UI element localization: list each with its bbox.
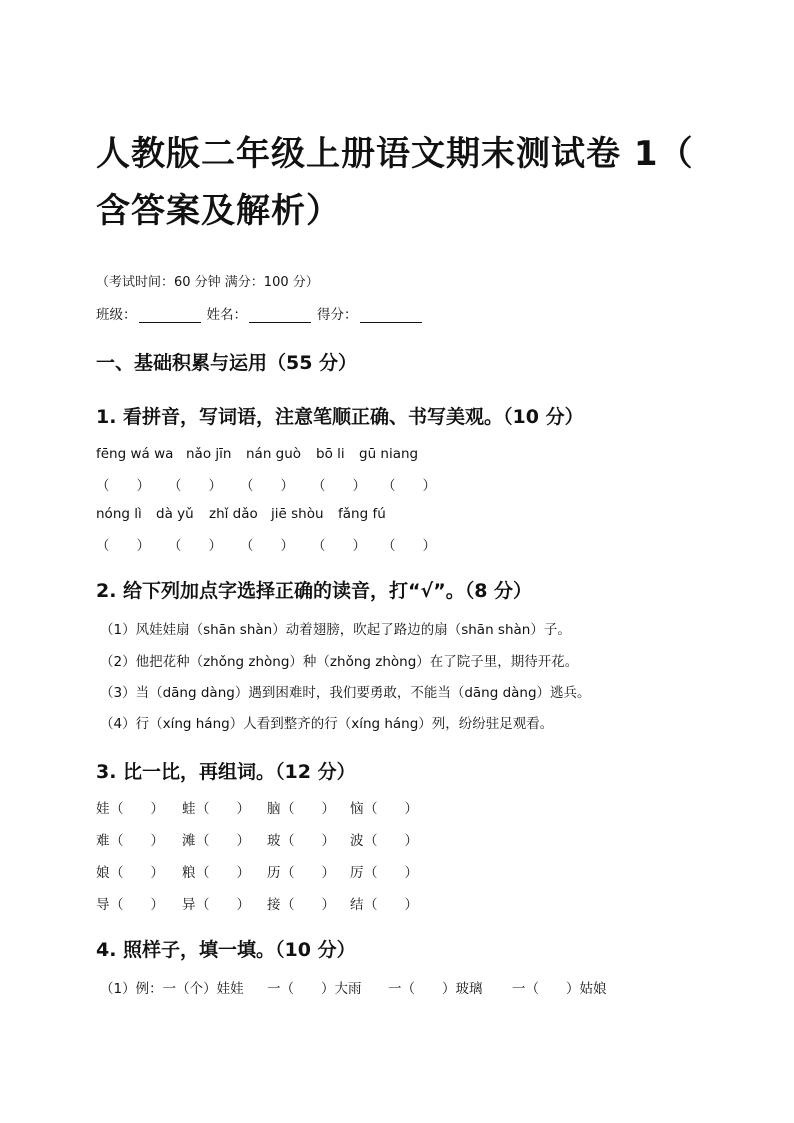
question-2-item: （3）当（dāng dàng）遇到困难时，我们要勇敢，不能当（dāng dàng）逃兵。 — [100, 685, 591, 701]
word-bracket[interactable]: （ ） — [196, 865, 250, 881]
word-bracket[interactable]: （ ） — [364, 801, 418, 817]
answer-bracket[interactable]: （ ） — [96, 478, 150, 494]
page-title: 人教版二年级上册语文期末测试卷 1（ — [96, 134, 694, 174]
question-2-item: （2）他把花种（zhǒng zhòng）种（zhǒng zhòng）在了院子里，期待开花。 — [100, 654, 579, 670]
answer-bracket[interactable]: （ ） — [240, 538, 294, 554]
question-2-heading: 2. 给下列加点字选择正确的读音，打“√”。（8 分） — [96, 580, 533, 602]
score-blank[interactable] — [360, 308, 422, 323]
compare-char: 波 — [350, 833, 364, 849]
answer-bracket[interactable]: （ ） — [312, 538, 366, 554]
answer-bracket[interactable]: （ ） — [312, 478, 366, 494]
pinyin-item: dà yǔ — [156, 506, 194, 522]
word-bracket[interactable]: （ ） — [196, 801, 250, 817]
pinyin-item: nán guò — [246, 446, 302, 462]
word-bracket[interactable]: （ ） — [196, 897, 250, 913]
word-bracket[interactable]: （ ） — [281, 865, 335, 881]
compare-char: 恼 — [350, 801, 364, 817]
word-bracket[interactable]: （ ） — [110, 833, 164, 849]
class-blank[interactable] — [139, 308, 201, 323]
compare-char: 脑 — [267, 801, 281, 817]
compare-char: 滩 — [182, 833, 196, 849]
pinyin-item: jiē shòu — [271, 506, 324, 522]
name-label: 姓名： — [206, 307, 247, 323]
word-bracket[interactable]: （ ） — [281, 897, 335, 913]
answer-bracket[interactable]: （ ） — [168, 538, 222, 554]
compare-char: 娘 — [96, 865, 110, 881]
pinyin-item: nǎo jīn — [186, 446, 232, 462]
answer-bracket[interactable]: （ ） — [96, 538, 150, 554]
section-heading: 一、基础积累与运用（55 分） — [96, 352, 358, 374]
pinyin-item: nóng lì — [96, 506, 142, 522]
pinyin-item: fēng wá wa — [96, 446, 174, 462]
exam-info: （考试时间：60 分钟 满分：100 分） — [96, 275, 319, 290]
name-blank[interactable] — [249, 308, 311, 323]
score-label: 得分： — [317, 307, 358, 323]
compare-char: 厉 — [350, 865, 364, 881]
compare-char: 难 — [96, 833, 110, 849]
compare-char: 玻 — [267, 833, 281, 849]
pinyin-item: zhǐ dǎo — [209, 506, 258, 522]
answer-bracket[interactable]: （ ） — [382, 478, 436, 494]
answer-bracket[interactable]: （ ） — [240, 478, 294, 494]
word-bracket[interactable]: （ ） — [110, 801, 164, 817]
word-bracket[interactable]: （ ） — [364, 833, 418, 849]
measure-word-blank[interactable]: 一（ ）玻璃 — [388, 981, 483, 997]
page-title-continued: 含答案及解析） — [96, 191, 341, 231]
answer-bracket[interactable]: （ ） — [382, 538, 436, 554]
measure-word-blank[interactable]: 一（ ）大雨 — [267, 981, 362, 997]
question-3-heading: 3. 比一比，再组词。（12 分） — [96, 761, 356, 783]
pinyin-item: bō li — [316, 446, 345, 462]
pinyin-item: fǎng fú — [338, 506, 386, 522]
question-2-item: （1）风娃娃扇（shān shàn）动着翅膀，吹起了路边的扇（shān shàn）子。 — [100, 622, 571, 638]
compare-char: 异 — [182, 897, 196, 913]
class-label: 班级： — [96, 307, 137, 323]
word-bracket[interactable]: （ ） — [196, 833, 250, 849]
word-bracket[interactable]: （ ） — [281, 801, 335, 817]
compare-char: 娃 — [96, 801, 110, 817]
word-bracket[interactable]: （ ） — [281, 833, 335, 849]
word-bracket[interactable]: （ ） — [364, 865, 418, 881]
compare-char: 历 — [267, 865, 281, 881]
question-4-heading: 4. 照样子，填一填。（10 分） — [96, 939, 356, 961]
compare-char: 接 — [267, 897, 281, 913]
word-bracket[interactable]: （ ） — [110, 897, 164, 913]
student-info-line — [96, 303, 428, 323]
compare-char: 蛙 — [182, 801, 196, 817]
word-bracket[interactable]: （ ） — [364, 897, 418, 913]
word-bracket[interactable]: （ ） — [110, 865, 164, 881]
compare-char: 粮 — [182, 865, 196, 881]
answer-bracket[interactable]: （ ） — [168, 478, 222, 494]
pinyin-item: gū niang — [359, 446, 419, 462]
compare-char: 结 — [350, 897, 364, 913]
compare-char: 导 — [96, 897, 110, 913]
question-1-heading: 1. 看拼音，写词语，注意笔顺正确、书写美观。（10 分） — [96, 406, 584, 428]
measure-word-blank[interactable]: 一（ ）姑娘 — [512, 981, 607, 997]
example-label: （1）例：一（个）娃娃 — [100, 981, 244, 997]
question-2-item: （4）行（xíng háng）人看到整齐的行（xíng háng）列，纷纷驻足观看。 — [100, 716, 554, 732]
